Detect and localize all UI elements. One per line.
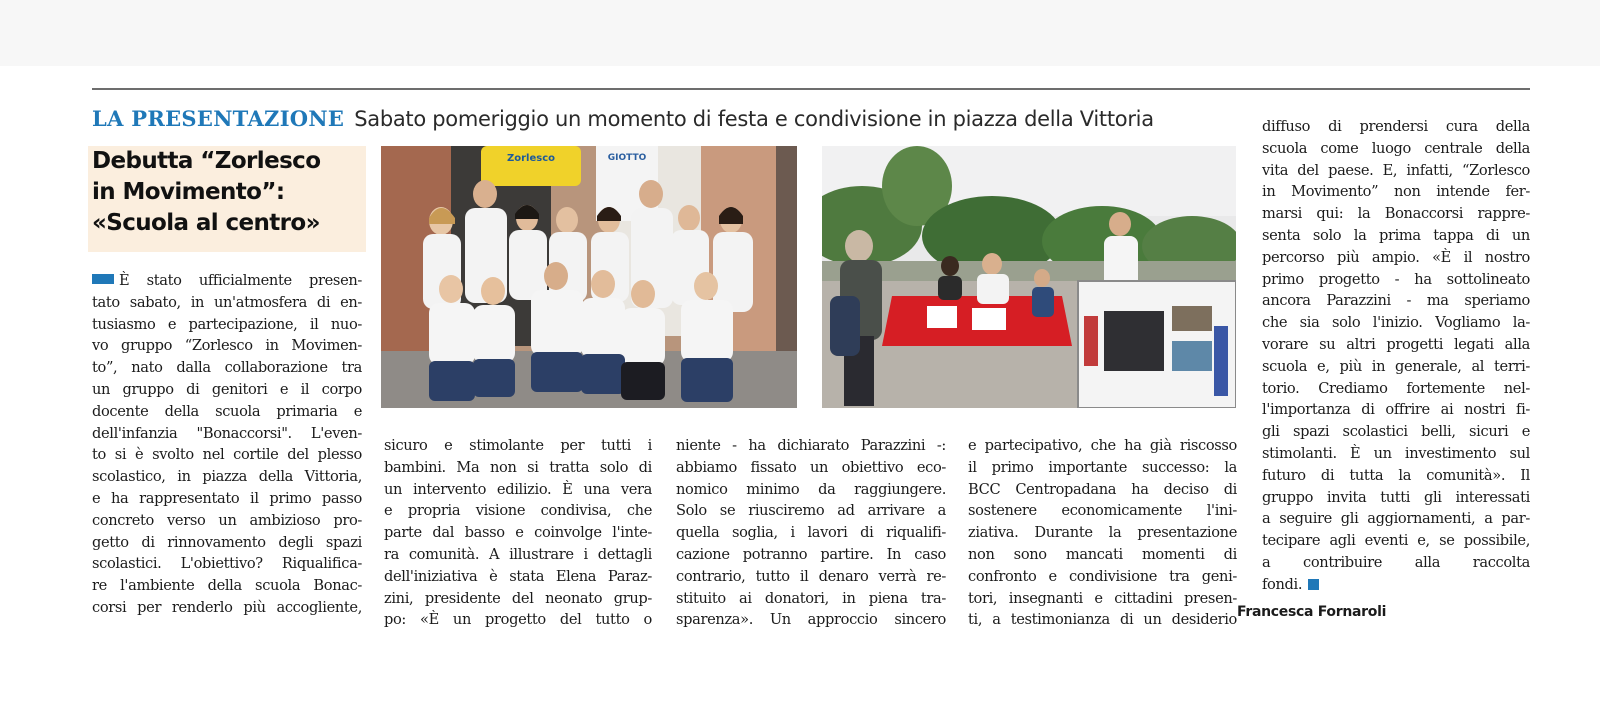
text-line: zini, presidente del neonato grup- xyxy=(384,589,652,607)
lead-marker xyxy=(92,274,114,284)
text-line: re l'ambiente della scuola Bonac- xyxy=(92,577,362,595)
text-line: e propria visione condivisa, che xyxy=(384,502,652,520)
text-line: vorare su altri progetti legati alla xyxy=(1262,335,1530,353)
text-line: sostenere economicamente l'ini- xyxy=(968,502,1237,520)
text-line: il primo importante successo: la xyxy=(968,458,1237,476)
text-line: gruppo invita tutti gli interessati xyxy=(1262,488,1530,506)
article-column-1 xyxy=(92,270,362,619)
text-line: Solo se riusciremo ad arrivare a xyxy=(676,502,946,520)
text-line: percorso più ampio. «È il nostro xyxy=(1262,248,1530,266)
text-line: ra comunità. A illustrare i dettagli xyxy=(384,545,652,563)
article-column-2 xyxy=(384,435,652,631)
author-byline: Francesca Fornaroli xyxy=(1237,604,1387,620)
group-photo xyxy=(381,146,797,408)
text-line: abbiamo fissato un obiettivo eco- xyxy=(676,458,946,476)
banner-zorlesco: Zorlesco xyxy=(506,153,556,164)
kicker-label: LA PRESENTAZIONE xyxy=(92,106,345,131)
top-rule xyxy=(92,88,1530,90)
text-line: ancora Parazzini - ma speriamo xyxy=(1262,292,1530,310)
text-line: vita del paese. E, infatti, “Zorlesco xyxy=(1262,161,1530,179)
text-line: docente della scuola primaria e xyxy=(92,402,362,420)
text-line: corsi per renderlo più accogliente, xyxy=(92,598,362,616)
text-line: tusiasmo e partecipazione, il nuo- xyxy=(92,315,362,333)
text-line: futuro di tutta la comunità». Il xyxy=(1262,466,1530,484)
text-line: È stato ufficialmente presen- xyxy=(92,270,362,292)
text-line: contrario, tutto il denaro verrà re- xyxy=(676,567,946,585)
text-line: e partecipativo, che ha già riscosso xyxy=(968,437,1237,454)
text-line: BCC Centropadana ha deciso di xyxy=(968,480,1237,498)
text-line: fondi. xyxy=(1262,574,1530,596)
text-line: tori, insegnanti e cittadini presen- xyxy=(968,589,1237,607)
text-line: dell'infanzia "Bonaccorsi". L'even- xyxy=(92,424,362,442)
article-column-4 xyxy=(968,435,1237,631)
piazza-photo xyxy=(822,146,1236,408)
text-line: marsi qui: la Bonaccorsi rappre- xyxy=(1262,205,1530,223)
text-line: getto di rinnovamento degli spazi xyxy=(92,533,362,551)
text-line: stimolanti. È un investimento sul xyxy=(1262,444,1530,462)
text-line: a seguire gli aggiornamenti, a par- xyxy=(1262,510,1530,528)
section-kicker xyxy=(92,106,1154,140)
banner-giotto: GIOTTO xyxy=(607,153,647,163)
text-line: confronto e condivisione tra geni- xyxy=(968,567,1237,585)
text-line: ziativa. Durante la presentazione xyxy=(968,524,1237,542)
text-line: cazione potranno partire. In caso xyxy=(676,545,946,563)
article-column-3 xyxy=(676,435,946,631)
headline-line: in Movimento”: xyxy=(92,179,285,205)
text-line: niente - ha dichiarato Parazzini -: xyxy=(676,437,946,454)
text-line: diffuso di prendersi cura della xyxy=(1262,118,1530,135)
text-line: e ha rappresentato il primo passo xyxy=(92,489,362,507)
text-line: non sono mancati momenti di xyxy=(968,545,1237,563)
headline-line: Debutta “Zorlesco xyxy=(92,148,321,174)
text-line: parte dal basso e coinvolge l'inte- xyxy=(384,524,652,542)
text-line: che sia solo l'inizio. Vogliamo la- xyxy=(1262,314,1530,332)
text-line: sparenza». Un approccio sincero xyxy=(676,611,946,629)
text-line: scolastici. L'obiettivo? Riqualifica- xyxy=(92,555,362,573)
text-line: un intervento edilizio. È una vera xyxy=(384,480,652,498)
text-line: quella soglia, i lavori di riqualifi- xyxy=(676,524,946,542)
end-marker xyxy=(1308,579,1319,590)
text-line: primo progetto - ha sottolineato xyxy=(1262,270,1530,288)
text-line: vo gruppo “Zorlesco in Movimen- xyxy=(92,337,362,355)
text-line: concreto verso un ambizioso pro- xyxy=(92,511,362,529)
text-line: nomico minimo da raggiungere. xyxy=(676,480,946,498)
article-headline xyxy=(88,146,366,252)
text-line: to si è svolto nel cortile del plesso xyxy=(92,446,362,464)
text-line: scuola e, più in generale, al terri- xyxy=(1262,357,1530,375)
headline-line: «Scuola al centro» xyxy=(92,210,320,236)
text-line: gli spazi scolastici belli, sicuri e xyxy=(1262,423,1530,441)
text-line: scolastico, in piazza della Vittoria, xyxy=(92,468,362,486)
text-line: sicuro e stimolante per tutti i xyxy=(384,437,652,454)
text-line: dell'iniziativa è stata Elena Paraz- xyxy=(384,567,652,585)
text-line: po: «È un progetto del tutto o xyxy=(384,611,652,629)
text-line: bambini. Ma non si tratta solo di xyxy=(384,458,652,476)
text-line: torio. Crediamo fortemente nel- xyxy=(1262,379,1530,397)
text-line: un gruppo di genitori e il corpo xyxy=(92,380,362,398)
article-column-5 xyxy=(1262,116,1530,596)
text-line: in Movimento” non intende fer- xyxy=(1262,183,1530,201)
text-line: a contribuire alla raccolta xyxy=(1262,553,1530,571)
text-line: senta solo la prima tappa di un xyxy=(1262,226,1530,244)
text-line: tecipare agli eventi e, se possibile, xyxy=(1262,532,1530,550)
kicker-subtitle: Sabato pomeriggio un momento di festa e condivisione in piazza della Vittoria xyxy=(354,107,1154,131)
text-line: ti, a testimonianza di un desiderio xyxy=(968,611,1237,629)
text-line: scuola come luogo centrale della xyxy=(1262,139,1530,157)
text-line: l'importanza di offrire ai nostri fi- xyxy=(1262,401,1530,419)
text-line: stituito ai donatori, in piena tra- xyxy=(676,589,946,607)
text-line: tato sabato, in un'atmosfera di en- xyxy=(92,293,362,311)
text-line: to”, nato dalla collaborazione tra xyxy=(92,359,362,377)
